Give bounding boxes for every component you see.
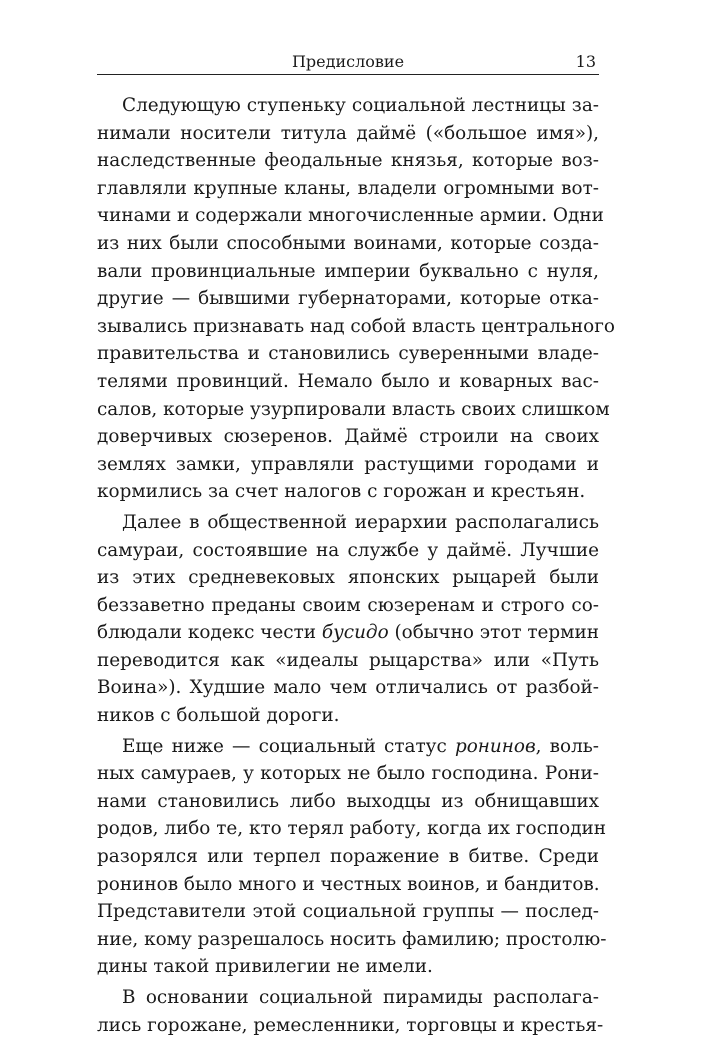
text-line: беззаветно преданы своим сюзеренам и строго со- <box>97 594 599 616</box>
text-line: из них были способными воинами, которые созда- <box>97 232 599 254</box>
page-header <box>97 50 599 75</box>
text-line: другие — бывшими губернаторами, которые отка- <box>97 288 599 310</box>
text-line: телями провинций. Немало было и коварных вас- <box>97 370 599 392</box>
text-line: нимали носители титула даймё («большое имя»), <box>97 122 599 144</box>
term-ronin: ронинов <box>454 735 536 757</box>
text-line: зывались признавать над собой власть центрального <box>97 315 615 337</box>
text-line: дины такой привилегии не имели. <box>97 956 433 978</box>
text-line: главляли крупные кланы, владели огромными вот- <box>97 177 599 199</box>
text-line: кормились за счет налогов с горожан и крестьян. <box>97 481 586 503</box>
text-line: Далее в общественной иерархии располагались <box>122 511 599 533</box>
text-line: ных самураев, у которых не было господина. Рони- <box>97 763 599 785</box>
text-line: лись горожане, ремесленники, торговцы и крестья- <box>97 1014 604 1036</box>
text-line: В основании социальной пирамиды располага- <box>122 987 599 1008</box>
text-line: чинами и содержали многочисленные армии. Одни <box>97 205 604 227</box>
text-line: разорялся или терпел поражение в битве. Среди <box>97 846 599 868</box>
text-line: блюдали кодекс чести бусидо (обычно этот термин <box>97 622 599 644</box>
text-line: салов, которые узурпировали власть своих слишком <box>97 398 610 420</box>
text-line: переводится как «идеалы рыцарства» или «Путь <box>97 649 599 671</box>
text-line: землях замки, управляли растущими городами и <box>97 453 599 475</box>
text-line: Следующую ступеньку социальной лестницы за- <box>122 95 599 116</box>
text-line: правительства и становились суверенными владе- <box>97 343 599 365</box>
page-number: 13 <box>575 52 596 71</box>
text-line: Представители этой социальной группы — послед- <box>97 901 599 923</box>
text-line: Воина»). Худшие мало чем отличались от разбой- <box>97 677 599 699</box>
paragraph <box>97 733 607 981</box>
text-line: ронинов было много и честных воинов, и бандитов. <box>97 873 600 895</box>
term-bushido: бусидо <box>321 622 389 644</box>
text-line: ние, кому разрешалось носить фамилию; простолю- <box>97 928 607 950</box>
text-line: вали провинциальные империи буквально с нуля, <box>97 260 599 282</box>
text-line: из этих средневековых японских рыцарей были <box>97 567 599 589</box>
body-text <box>97 92 615 1039</box>
text-line: наследственные феодальные князья, которые воз- <box>97 150 599 172</box>
text-line: самураи, состоявшие на службе у даймё. Лучшие <box>97 539 599 561</box>
paragraph <box>97 984 604 1039</box>
text-line: ников с большой дороги. <box>97 705 340 727</box>
text-line: нами становились либо выходцы из обнищавших <box>97 790 599 812</box>
running-title: Предисловие <box>291 52 405 71</box>
text-line: родов, либо те, кто терял работу, когда их господин <box>97 818 607 840</box>
paragraph <box>97 92 615 506</box>
text-line: Еще ниже — социальный статус ронинов, воль- <box>122 735 600 757</box>
text-line: доверчивых сюзеренов. Даймё строили на своих <box>97 426 599 448</box>
paragraph <box>97 509 599 730</box>
